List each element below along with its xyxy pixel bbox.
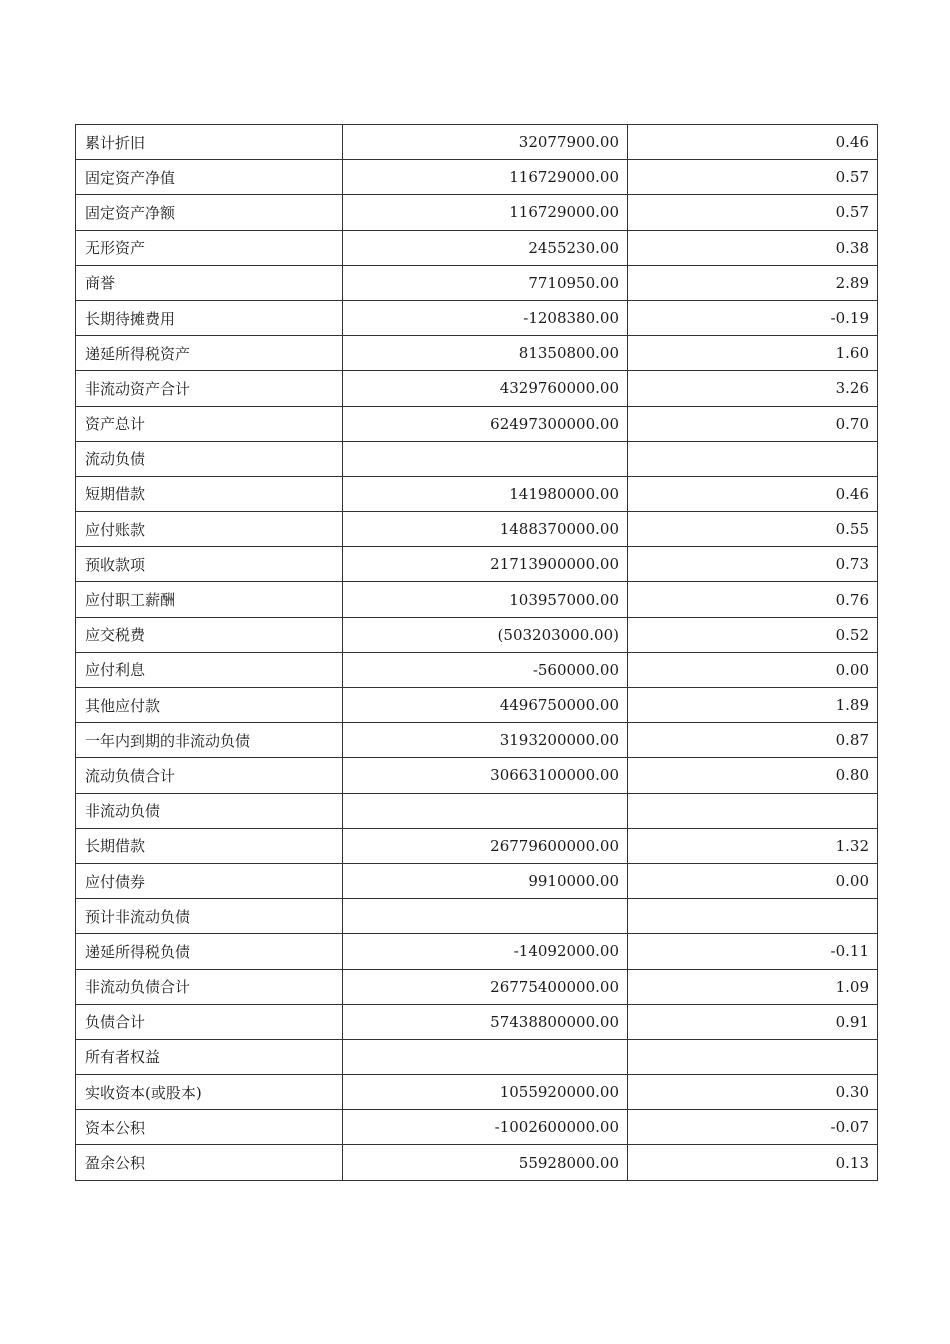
table-row bbox=[76, 441, 878, 476]
table-row bbox=[76, 406, 878, 441]
ratio-cell: -0.19 bbox=[628, 300, 878, 335]
ratio-cell: 1.89 bbox=[628, 688, 878, 723]
item-cell: 递延所得税资产 bbox=[76, 336, 343, 371]
table-row bbox=[76, 863, 878, 898]
table-row bbox=[76, 547, 878, 582]
table-row bbox=[76, 1004, 878, 1039]
item-cell: 商誉 bbox=[76, 265, 343, 300]
table-row bbox=[76, 371, 878, 406]
ratio-cell: 3.26 bbox=[628, 371, 878, 406]
item-cell: 应交税费 bbox=[76, 617, 343, 652]
table-row bbox=[76, 723, 878, 758]
amount-cell: 21713900000.00 bbox=[343, 547, 628, 582]
amount-cell: 81350800.00 bbox=[343, 336, 628, 371]
table-row bbox=[76, 828, 878, 863]
ratio-cell: 0.57 bbox=[628, 160, 878, 195]
item-cell: 累计折旧 bbox=[76, 125, 343, 160]
item-cell: 固定资产净值 bbox=[76, 160, 343, 195]
item-cell: 长期借款 bbox=[76, 828, 343, 863]
table-row bbox=[76, 582, 878, 617]
ratio-cell: 0.91 bbox=[628, 1004, 878, 1039]
ratio-cell: 0.70 bbox=[628, 406, 878, 441]
amount-cell: 2455230.00 bbox=[343, 230, 628, 265]
ratio-cell bbox=[628, 1039, 878, 1074]
ratio-cell: 0.46 bbox=[628, 476, 878, 511]
table-row bbox=[76, 1075, 878, 1110]
table-row bbox=[76, 300, 878, 335]
amount-cell: 3193200000.00 bbox=[343, 723, 628, 758]
item-cell: 长期待摊费用 bbox=[76, 300, 343, 335]
amount-cell bbox=[343, 1039, 628, 1074]
item-cell: 预收款项 bbox=[76, 547, 343, 582]
ratio-cell: 0.57 bbox=[628, 195, 878, 230]
ratio-cell: 0.38 bbox=[628, 230, 878, 265]
amount-cell: 26779600000.00 bbox=[343, 828, 628, 863]
ratio-cell: 0.00 bbox=[628, 652, 878, 687]
ratio-cell: 2.89 bbox=[628, 265, 878, 300]
table-row bbox=[76, 265, 878, 300]
table-row bbox=[76, 1145, 878, 1180]
ratio-cell: -0.11 bbox=[628, 934, 878, 969]
amount-cell: 116729000.00 bbox=[343, 195, 628, 230]
ratio-cell: 0.73 bbox=[628, 547, 878, 582]
amount-cell: (503203000.00) bbox=[343, 617, 628, 652]
item-cell: 递延所得税负债 bbox=[76, 934, 343, 969]
item-cell: 应付利息 bbox=[76, 652, 343, 687]
item-cell: 一年内到期的非流动负债 bbox=[76, 723, 343, 758]
item-cell: 固定资产净额 bbox=[76, 195, 343, 230]
ratio-cell: 1.32 bbox=[628, 828, 878, 863]
item-cell: 其他应付款 bbox=[76, 688, 343, 723]
amount-cell: -14092000.00 bbox=[343, 934, 628, 969]
amount-cell: -560000.00 bbox=[343, 652, 628, 687]
item-cell: 应付账款 bbox=[76, 512, 343, 547]
amount-cell: 26775400000.00 bbox=[343, 969, 628, 1004]
table-row bbox=[76, 336, 878, 371]
table-row bbox=[76, 230, 878, 265]
table-row bbox=[76, 476, 878, 511]
table-row bbox=[76, 512, 878, 547]
item-cell: 资产总计 bbox=[76, 406, 343, 441]
amount-cell: 1488370000.00 bbox=[343, 512, 628, 547]
item-cell: 非流动资产合计 bbox=[76, 371, 343, 406]
amount-cell: 57438800000.00 bbox=[343, 1004, 628, 1039]
amount-cell: -1208380.00 bbox=[343, 300, 628, 335]
table-row bbox=[76, 969, 878, 1004]
amount-cell: 30663100000.00 bbox=[343, 758, 628, 793]
ratio-cell: 0.13 bbox=[628, 1145, 878, 1180]
amount-cell bbox=[343, 899, 628, 934]
item-cell: 流动负债合计 bbox=[76, 758, 343, 793]
item-cell: 预计非流动负债 bbox=[76, 899, 343, 934]
amount-cell: 103957000.00 bbox=[343, 582, 628, 617]
ratio-cell: 0.55 bbox=[628, 512, 878, 547]
amount-cell: 116729000.00 bbox=[343, 160, 628, 195]
amount-cell: 55928000.00 bbox=[343, 1145, 628, 1180]
ratio-cell: -0.07 bbox=[628, 1110, 878, 1145]
ratio-cell: 0.87 bbox=[628, 723, 878, 758]
table-row bbox=[76, 793, 878, 828]
item-cell: 短期借款 bbox=[76, 476, 343, 511]
amount-cell bbox=[343, 793, 628, 828]
table-row bbox=[76, 617, 878, 652]
ratio-cell: 0.46 bbox=[628, 125, 878, 160]
item-cell: 所有者权益 bbox=[76, 1039, 343, 1074]
financial-table-body bbox=[76, 125, 878, 1181]
ratio-cell: 0.30 bbox=[628, 1075, 878, 1110]
item-cell: 非流动负债 bbox=[76, 793, 343, 828]
ratio-cell: 0.52 bbox=[628, 617, 878, 652]
ratio-cell: 0.80 bbox=[628, 758, 878, 793]
ratio-cell bbox=[628, 441, 878, 476]
table-row bbox=[76, 125, 878, 160]
amount-cell: -1002600000.00 bbox=[343, 1110, 628, 1145]
amount-cell: 32077900.00 bbox=[343, 125, 628, 160]
item-cell: 无形资产 bbox=[76, 230, 343, 265]
ratio-cell: 1.60 bbox=[628, 336, 878, 371]
amount-cell bbox=[343, 441, 628, 476]
ratio-cell bbox=[628, 793, 878, 828]
financial-table bbox=[75, 124, 878, 1181]
table-row bbox=[76, 160, 878, 195]
amount-cell: 4329760000.00 bbox=[343, 371, 628, 406]
table-row bbox=[76, 934, 878, 969]
amount-cell: 62497300000.00 bbox=[343, 406, 628, 441]
amount-cell: 4496750000.00 bbox=[343, 688, 628, 723]
item-cell: 非流动负债合计 bbox=[76, 969, 343, 1004]
item-cell: 负债合计 bbox=[76, 1004, 343, 1039]
amount-cell: 141980000.00 bbox=[343, 476, 628, 511]
table-row bbox=[76, 899, 878, 934]
item-cell: 实收资本(或股本) bbox=[76, 1075, 343, 1110]
amount-cell: 9910000.00 bbox=[343, 863, 628, 898]
table-row bbox=[76, 195, 878, 230]
item-cell: 资本公积 bbox=[76, 1110, 343, 1145]
item-cell: 应付债券 bbox=[76, 863, 343, 898]
ratio-cell: 0.76 bbox=[628, 582, 878, 617]
item-cell: 流动负债 bbox=[76, 441, 343, 476]
item-cell: 盈余公积 bbox=[76, 1145, 343, 1180]
ratio-cell: 1.09 bbox=[628, 969, 878, 1004]
table-row bbox=[76, 758, 878, 793]
table-row bbox=[76, 688, 878, 723]
amount-cell: 7710950.00 bbox=[343, 265, 628, 300]
ratio-cell: 0.00 bbox=[628, 863, 878, 898]
ratio-cell bbox=[628, 899, 878, 934]
table-row bbox=[76, 652, 878, 687]
table-row bbox=[76, 1039, 878, 1074]
table-row bbox=[76, 1110, 878, 1145]
item-cell: 应付职工薪酬 bbox=[76, 582, 343, 617]
amount-cell: 1055920000.00 bbox=[343, 1075, 628, 1110]
